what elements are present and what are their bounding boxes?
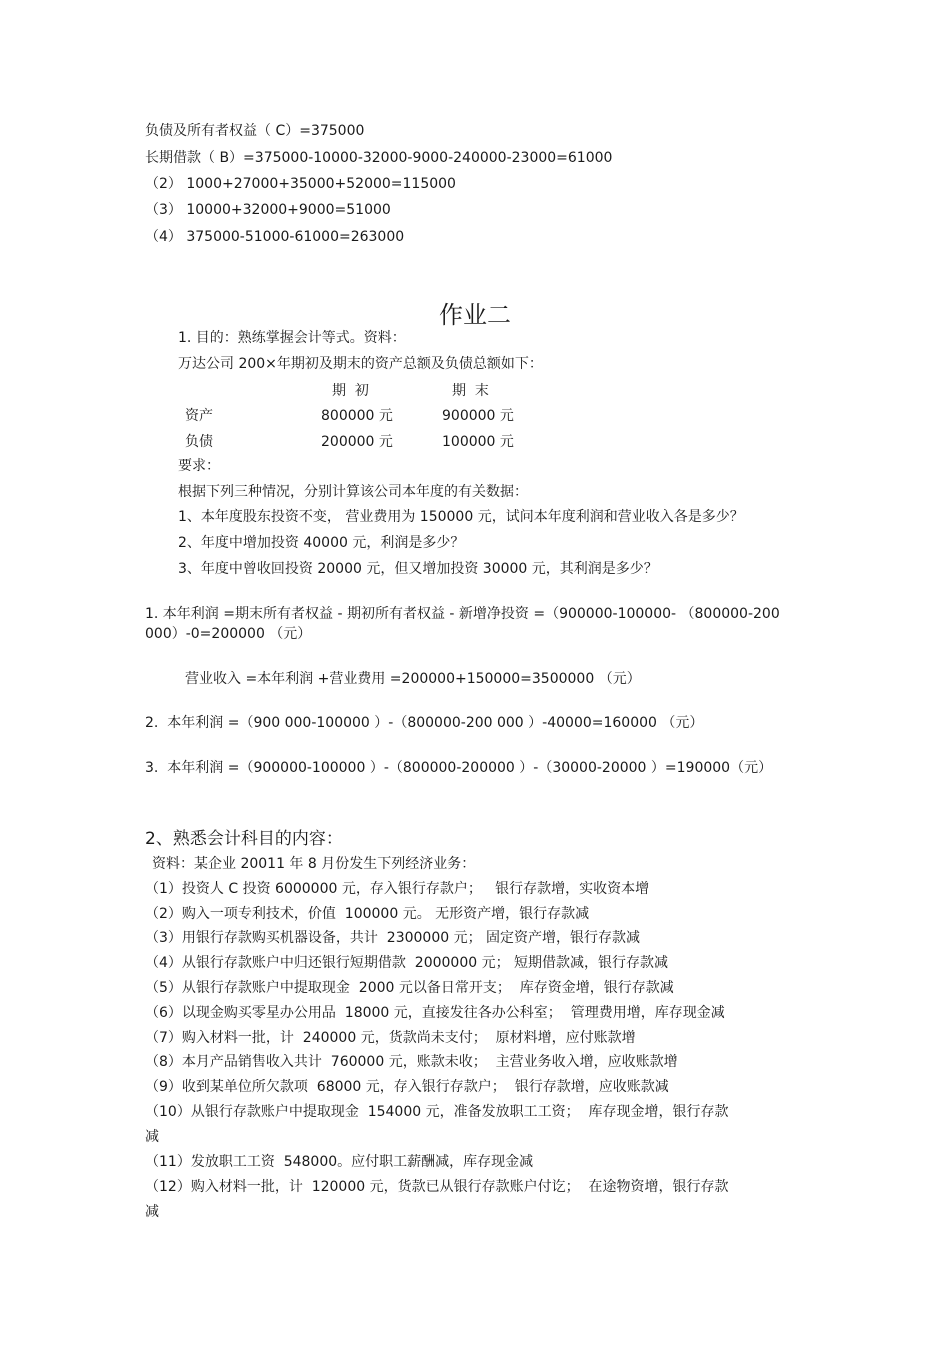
transaction-item: （7）购入材料一批，计 240000 元，货款尚未支付； 原材料增，应付账款增 — [145, 1030, 636, 1046]
calc-line-4: （4） 375000-51000-61000=263000 — [145, 229, 405, 245]
transaction-item: （1）投资人 C 投资 6000000 元，存入银行存款户； 银行存款增，实收资本增 — [145, 881, 650, 897]
transaction-item: （3）用银行存款购买机器设备，共计 2300000 元； 固定资产增，银行存款减 — [145, 930, 641, 946]
calc-line-2: （2） 1000+27000+35000+52000=115000 — [145, 176, 456, 192]
answer-1-line-b: 000）-0=200000 （元） — [145, 626, 312, 642]
question-3: 3、年度中曾收回投资 20000 元，但又增加投资 30000 元，其利润是多少？ — [178, 561, 658, 577]
transaction-item: （12）购入材料一批，计 120000 元，货款已从银行存款账户付讫； 在途物资增，银行存款 — [145, 1179, 729, 1195]
question-1: 1、本年度股东投资不变， 营业费用为 150000 元，试问本年度利润和营业收入各是多少？ — [178, 509, 744, 525]
transaction-item: （11）发放职工工资 548000。应付职工薪酬减，库存现金减 — [145, 1154, 534, 1170]
row-liab-begin: 200000 元 — [321, 434, 393, 450]
transaction-item: （9）收到某单位所欠款项 68000 元，存入银行存款户； 银行存款增，应收账款减 — [145, 1079, 669, 1095]
answer-2: 2. 本年利润 =（900 000-100000 ）-（800000-200 000 ）-40000=160000 （元） — [145, 715, 704, 731]
equity-total-line: 负债及所有者权益（ C）=375000 — [145, 123, 365, 139]
intro-line: 万达公司 200×年期初及期末的资产总额及负债总额如下： — [178, 356, 543, 372]
answer-1-revenue: 营业收入 =本年利润 +营业费用 =200000+150000=3500000 （元） — [185, 671, 641, 687]
calc-line-3: （3） 10000+32000+9000=51000 — [145, 202, 391, 218]
transaction-item-wrap: 减 — [145, 1204, 159, 1220]
question-2: 2、年度中增加投资 40000 元，利润是多少？ — [178, 535, 465, 551]
transaction-item: （6）以现金购买零星办公用品 18000 元，直接发往各办公科室； 管理费用增，库存现金减 — [145, 1005, 725, 1021]
row-assets-label: 资产 — [185, 408, 213, 424]
transaction-item: （10）从银行存款账户中提取现金 154000 元，准备发放职工工资； 库存现金增，银行存款 — [145, 1104, 729, 1120]
row-liab-label: 负债 — [185, 434, 213, 450]
long-term-loan-line: 长期借款（ B）=375000-10000-32000-9000-240000-23000=61000 — [145, 150, 613, 166]
answer-3: 3. 本年利润 =（900000-100000 ）-（800000-200000 ）-（30000-20000 ）=190000（元） — [145, 760, 773, 776]
section-2-material: 资料：某企业 20011 年 8 月份发生下列经济业务： — [152, 856, 476, 872]
transaction-item: （8）本月产品销售收入共计 760000 元，账款未收； 主营业务收入增，应收账款增 — [145, 1054, 678, 1070]
transaction-item: （2）购入一项专利技术，价值 100000 元。 无形资产增，银行存款减 — [145, 906, 590, 922]
transaction-item: （5）从银行存款账户中提取现金 2000 元以备日常开支； 库存资金增，银行存款减 — [145, 980, 674, 996]
col-end-header: 期 末 — [452, 383, 489, 399]
transaction-item-wrap: 减 — [145, 1129, 159, 1145]
requirement-desc: 根据下列三种情况，分别计算该公司本年度的有关数据： — [178, 484, 528, 500]
transaction-item: （4）从银行存款账户中归还银行短期借款 2000000 元； 短期借款减，银行存款减 — [145, 955, 669, 971]
row-assets-begin: 800000 元 — [321, 408, 393, 424]
requirement-label: 要求： — [178, 458, 220, 474]
section-2-heading: 2、熟悉会计科目的内容： — [145, 829, 343, 849]
row-assets-end: 900000 元 — [442, 408, 514, 424]
row-liab-end: 100000 元 — [442, 434, 514, 450]
answer-1-line-a: 1. 本年利润 =期末所有者权益 - 期初所有者权益 - 新增净投资 =（900000-100000- （800000-200 — [145, 606, 780, 622]
section-title: 作业二 — [439, 301, 511, 329]
purpose-line: 1. 目的：熟练掌握会计等式。资料： — [178, 330, 406, 346]
col-begin-header: 期 初 — [332, 383, 369, 399]
